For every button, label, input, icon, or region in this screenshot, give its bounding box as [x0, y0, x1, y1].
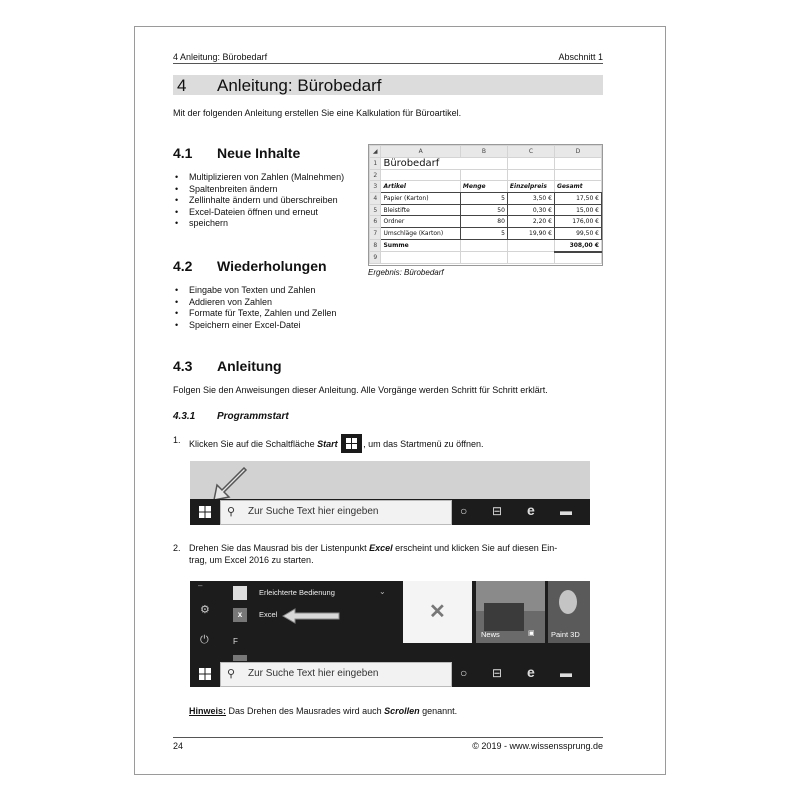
news-tile-image	[484, 603, 524, 631]
row-number: 6	[370, 216, 381, 228]
news-badge-icon: ▣	[528, 630, 535, 637]
search-icon: ⚲	[227, 668, 236, 680]
column-header: D	[554, 146, 601, 158]
running-header-right: Abschnitt 1	[558, 52, 603, 62]
edge-icon[interactable]: e	[527, 664, 535, 680]
data-cell: 50	[460, 204, 507, 216]
data-cell: 2,20 €	[507, 216, 554, 228]
data-cell: 80	[460, 216, 507, 228]
spreadsheet-result-image	[368, 144, 603, 266]
excel-app-icon: x	[233, 608, 247, 622]
data-cell: Bleistifte	[381, 204, 460, 216]
hint-note	[189, 705, 457, 717]
step-1	[173, 434, 484, 449]
data-cell: 99,50 €	[554, 228, 601, 240]
spreadsheet-table	[369, 145, 602, 264]
list-item: • Speichern einer Excel-Datei	[173, 320, 336, 332]
list-item: • Spaltenbreiten ändern	[173, 184, 344, 196]
xing-logo-icon: ✕	[429, 601, 446, 623]
data-cell: 17,50 €	[554, 193, 601, 205]
start-menu-screenshot	[190, 581, 590, 687]
step-number: 2.	[173, 543, 181, 553]
step-text: Klicken Sie auf die Schaltfläche	[189, 439, 318, 449]
step-text: erscheint und klicken Sie auf diesen Ein-	[392, 543, 558, 553]
page-number: 24	[173, 741, 184, 751]
data-cell: 15,00 €	[554, 204, 601, 216]
sum-value-cell: 308,00 €	[554, 239, 601, 251]
windows-start-icon	[341, 434, 362, 453]
section-title: Wiederholungen	[217, 258, 327, 274]
section-title: Neue Inhalte	[217, 145, 301, 161]
row-number: 8	[370, 239, 381, 251]
store-icon[interactable]: ▬	[560, 504, 572, 518]
news-tile[interactable]	[476, 581, 545, 643]
bullet-list-new-contents	[173, 172, 344, 230]
step-2	[173, 542, 558, 565]
cortana-icon[interactable]: ○	[460, 666, 468, 680]
tile-label: Paint 3D	[551, 630, 580, 639]
list-item: • Eingabe von Texten und Zahlen	[173, 285, 336, 297]
edge-icon[interactable]: e	[527, 502, 535, 518]
pointer-arrow-icon	[210, 467, 254, 503]
settings-gear-icon[interactable]: ⚙	[200, 604, 210, 616]
start-button[interactable]	[190, 661, 220, 687]
footer-rule	[173, 737, 603, 738]
menu-item-accessibility[interactable]	[233, 585, 393, 603]
row-number: 2	[370, 169, 381, 181]
section-number: 4.1	[173, 145, 193, 161]
letter-group-header: F	[233, 637, 238, 646]
windows-logo-icon	[199, 506, 211, 518]
pointer-arrow-icon	[282, 608, 340, 624]
header-cell: Einzelpreis	[507, 181, 554, 193]
rail-dash: –	[198, 581, 203, 590]
header-cell: Menge	[460, 181, 507, 193]
data-cell: 19,90 €	[507, 228, 554, 240]
list-item: • Addieren von Zahlen	[173, 297, 336, 309]
paint3d-drop-icon	[559, 590, 577, 614]
taskbar-screenshot	[190, 461, 590, 525]
xing-tile[interactable]	[403, 581, 472, 643]
list-item: • Formate für Texte, Zahlen und Zellen	[173, 308, 336, 320]
subsection-title: Programmstart	[217, 411, 289, 422]
column-header: C	[507, 146, 554, 158]
step-text-line-2: trag, um Excel 2016 zu starten.	[189, 555, 314, 565]
header-cell: Gesamt	[554, 181, 601, 193]
hint-label: Hinweis:	[189, 706, 227, 716]
row-number: 4	[370, 193, 381, 205]
cortana-icon[interactable]: ○	[460, 504, 468, 518]
power-icon[interactable]: ⏻	[200, 634, 209, 646]
chapter-number: 4	[177, 76, 187, 95]
search-icon: ⚲	[227, 506, 236, 518]
section-number: 4.3	[173, 358, 193, 374]
footer-copyright: © 2019 - www.wissenssprung.de	[472, 741, 603, 751]
subsection-number: 4.3.1	[173, 411, 196, 422]
section-4-3-text: Folgen Sie den Anweisungen dieser Anleitung. Alle Vorgänge werden Schritt für Schritt erklärt.	[173, 385, 548, 395]
sum-label-cell: Summe	[381, 239, 460, 251]
menu-item-label: Excel	[259, 610, 278, 619]
header-rule	[173, 63, 603, 64]
data-cell: Papier (Karton)	[381, 193, 460, 205]
sheet-title-cell: Bürobedarf	[381, 157, 507, 169]
data-cell: Umschläge (Karton)	[381, 228, 460, 240]
section-number: 4.2	[173, 258, 193, 274]
menu-item-label: Erleichterte Bedienung	[259, 588, 335, 597]
data-cell: 3,50 €	[507, 193, 554, 205]
chevron-down-icon: ⌄	[379, 587, 386, 596]
row-number: 5	[370, 204, 381, 216]
search-placeholder: Zur Suche Text hier eingeben	[248, 668, 379, 679]
taskbar-search-box[interactable]	[220, 500, 452, 525]
data-cell: 5	[460, 228, 507, 240]
accessibility-folder-icon	[233, 586, 247, 600]
hint-emphasis: Scrollen	[384, 706, 420, 716]
bullet-list-repetitions	[173, 285, 336, 331]
taskbar	[190, 661, 590, 687]
list-item: • Zellinhalte ändern und überschreiben	[173, 195, 344, 207]
data-cell: Ordner	[381, 216, 460, 228]
chapter-heading	[173, 75, 603, 95]
corner-cell: ◢	[370, 146, 381, 158]
start-button[interactable]	[190, 499, 220, 525]
list-item-continuation: speichern	[189, 218, 229, 228]
row-number: 7	[370, 228, 381, 240]
taskbar-search-box[interactable]	[220, 662, 452, 687]
step-number: 1.	[173, 435, 181, 445]
section-title: Anleitung	[217, 358, 282, 374]
row-number: 1	[370, 157, 381, 169]
list-item: • Multiplizieren von Zahlen (Malnehmen)	[173, 172, 344, 184]
step-emphasis: Start	[317, 439, 338, 449]
spreadsheet-caption: Ergebnis: Bürobedarf	[368, 268, 444, 277]
intro-text: Mit der folgenden Anleitung erstellen Sie eine Kalkulation für Büroartikel.	[173, 108, 462, 118]
list-item: • Excel-Dateien öffnen und erneut	[173, 207, 344, 219]
list-item	[173, 218, 344, 230]
column-header: A	[381, 146, 460, 158]
windows-logo-icon	[199, 668, 211, 680]
tile-label: News	[481, 630, 500, 639]
data-cell: 0,30 €	[507, 204, 554, 216]
running-header-left: 4 Anleitung: Bürobedarf	[173, 52, 268, 62]
column-header: B	[460, 146, 507, 158]
search-placeholder: Zur Suche Text hier eingeben	[248, 506, 379, 517]
document-page	[134, 26, 666, 775]
paint3d-tile[interactable]	[548, 581, 590, 643]
store-icon[interactable]: ▬	[560, 666, 572, 680]
data-cell: 176,00 €	[554, 216, 601, 228]
header-cell: Artikel	[381, 181, 460, 193]
row-number: 3	[370, 181, 381, 193]
hint-text: genannt.	[419, 706, 458, 716]
chapter-title: Anleitung: Bürobedarf	[217, 76, 382, 95]
subsection-heading	[173, 411, 289, 422]
row-number: 9	[370, 252, 381, 264]
task-view-icon[interactable]: ⊟	[492, 504, 503, 518]
hint-text: Das Drehen des Mausrades wird auch	[226, 706, 385, 716]
step-emphasis: Excel	[369, 543, 393, 553]
taskbar	[190, 499, 590, 525]
step-text: , um das Startmenü zu öffnen.	[363, 439, 484, 449]
data-cell: 5	[460, 193, 507, 205]
task-view-icon[interactable]: ⊟	[492, 666, 503, 680]
step-text: Drehen Sie das Mausrad bis der Listenpunkt	[189, 543, 370, 553]
